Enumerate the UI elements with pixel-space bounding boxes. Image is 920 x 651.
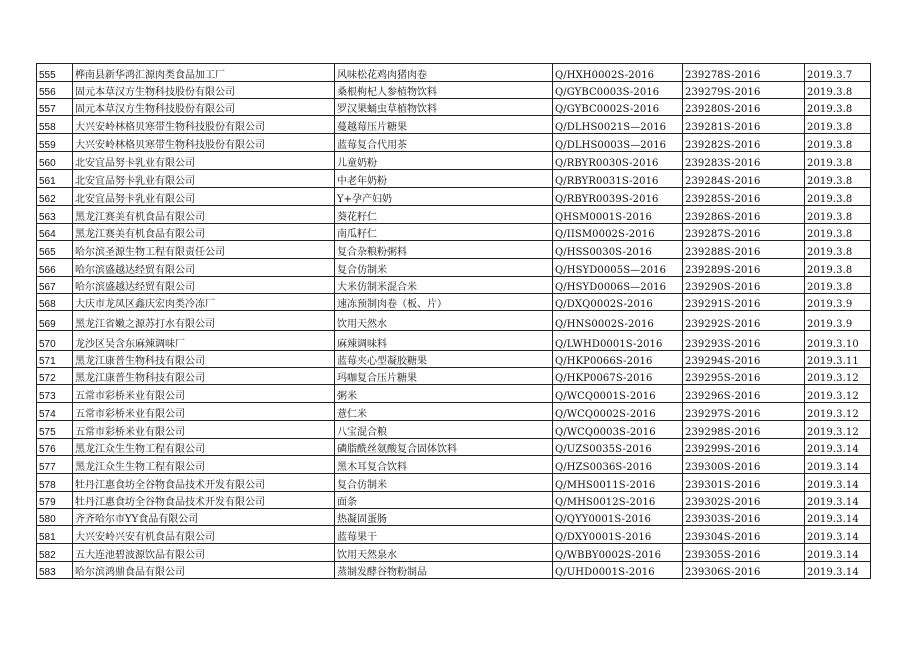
record-date-cell: 2019.3.8 [805, 241, 871, 259]
table-row [37, 170, 871, 188]
table-row [37, 403, 871, 421]
row-number-cell: 561 [37, 170, 73, 188]
record-number-cell: 239306S-2016 [683, 562, 805, 579]
table-row [37, 116, 871, 134]
standard-number-cell: Q/HSYD0005S—2016 [553, 259, 683, 277]
company-name-cell: 大兴安岭兴安有机食品有限公司 [73, 526, 335, 544]
record-date-cell: 2019.3.9 [805, 311, 871, 331]
product-name-cell: 饮用天然泉水 [335, 544, 553, 562]
row-number-cell: 559 [37, 134, 73, 152]
record-number-cell: 239288S-2016 [683, 241, 805, 259]
product-name-cell: 南瓜籽仁 [335, 224, 553, 241]
company-name-cell: 牡丹江惠食坊全谷物食品技术开发有限公司 [73, 492, 335, 509]
company-name-cell: 大兴安岭林格贝寒带生物科技股份有限公司 [73, 134, 335, 152]
table-row [37, 82, 871, 99]
record-date-cell: 2019.3.14 [805, 492, 871, 509]
standard-number-cell: Q/HKP0066S-2016 [553, 351, 683, 368]
record-number-cell: 239287S-2016 [683, 224, 805, 241]
record-date-cell: 2019.3.14 [805, 526, 871, 544]
record-number-cell: 239279S-2016 [683, 82, 805, 99]
product-name-cell: 蔓越莓压片糖果 [335, 116, 553, 134]
row-number-cell: 576 [37, 439, 73, 456]
table-row [37, 439, 871, 456]
company-name-cell: 黑龙江众生生物工程有限公司 [73, 456, 335, 474]
row-number-cell: 565 [37, 241, 73, 259]
product-name-cell: 玛咖复合压片糖果 [335, 368, 553, 385]
record-number-cell: 239300S-2016 [683, 456, 805, 474]
company-name-cell: 五常市彩桥米业有限公司 [73, 385, 335, 403]
record-number-cell: 239296S-2016 [683, 385, 805, 403]
row-number-cell: 580 [37, 509, 73, 526]
standard-number-cell: Q/LWHD0001S-2016 [553, 331, 683, 351]
table-row [37, 562, 871, 579]
record-number-cell: 239303S-2016 [683, 509, 805, 526]
record-date-cell: 2019.3.11 [805, 351, 871, 368]
record-date-cell: 2019.3.7 [805, 64, 871, 82]
record-number-cell: 239305S-2016 [683, 544, 805, 562]
row-number-cell: 569 [37, 311, 73, 331]
record-number-cell: 239278S-2016 [683, 64, 805, 82]
company-name-cell: 五常市彩桥米业有限公司 [73, 403, 335, 421]
table-row [37, 152, 871, 170]
standard-number-cell: Q/UHD0001S-2016 [553, 562, 683, 579]
company-name-cell: 黑龙江康普生物科技有限公司 [73, 368, 335, 385]
product-name-cell: 面条 [335, 492, 553, 509]
company-name-cell: 桦南县新华鸿汇源肉类食品加工厂 [73, 64, 335, 82]
row-number-cell: 557 [37, 99, 73, 116]
record-date-cell: 2019.3.8 [805, 188, 871, 206]
product-name-cell: 复合仿制米 [335, 474, 553, 492]
table-row [37, 311, 871, 331]
table-row [37, 385, 871, 403]
record-date-cell: 2019.3.8 [805, 277, 871, 294]
row-number-cell: 558 [37, 116, 73, 134]
standard-number-cell: Q/MHS0012S-2016 [553, 492, 683, 509]
row-number-cell: 566 [37, 259, 73, 277]
table-row [37, 421, 871, 439]
company-name-cell: 黑龙江赛美有机食品有限公司 [73, 206, 335, 224]
product-name-cell: 罗汉果蛹虫草植物饮料 [335, 99, 553, 116]
company-name-cell: 哈尔滨盛越达经贸有限公司 [73, 259, 335, 277]
record-date-cell: 2019.3.8 [805, 134, 871, 152]
record-number-cell: 239304S-2016 [683, 526, 805, 544]
product-name-cell: 蓝莓夹心型凝胶糖果 [335, 351, 553, 368]
standard-number-cell: Q/HSS0030S-2016 [553, 241, 683, 259]
record-date-cell: 2019.3.14 [805, 562, 871, 579]
record-number-cell: 239295S-2016 [683, 368, 805, 385]
standard-number-cell: Q/DLHS0021S—2016 [553, 116, 683, 134]
company-name-cell: 五大连池碧波源饮品有限公司 [73, 544, 335, 562]
product-name-cell: 桑根枸杞人参植物饮料 [335, 82, 553, 99]
standard-number-cell: Q/DLHS0003S—2016 [553, 134, 683, 152]
record-date-cell: 2019.3.8 [805, 224, 871, 241]
company-name-cell: 黑龙江众生生物工程有限公司 [73, 439, 335, 456]
table-row [37, 331, 871, 351]
row-number-cell: 570 [37, 331, 73, 351]
product-name-cell: Y+孕产妇奶 [335, 188, 553, 206]
standard-number-cell: Q/IISM0002S-2016 [553, 224, 683, 241]
standard-number-cell: Q/QYY0001S-2016 [553, 509, 683, 526]
table-body [37, 64, 871, 579]
company-name-cell: 五常市彩桥米业有限公司 [73, 421, 335, 439]
company-name-cell: 北安宜品努卡乳业有限公司 [73, 170, 335, 188]
row-number-cell: 556 [37, 82, 73, 99]
table-row [37, 368, 871, 385]
product-name-cell: 蒸制发酵谷物粉制品 [335, 562, 553, 579]
record-number-cell: 239280S-2016 [683, 99, 805, 116]
product-name-cell: 复合仿制米 [335, 259, 553, 277]
record-date-cell: 2019.3.12 [805, 403, 871, 421]
record-number-cell: 239298S-2016 [683, 421, 805, 439]
table-row [37, 64, 871, 82]
row-number-cell: 582 [37, 544, 73, 562]
row-number-cell: 572 [37, 368, 73, 385]
row-number-cell: 575 [37, 421, 73, 439]
standard-number-cell: Q/WCQ0003S-2016 [553, 421, 683, 439]
row-number-cell: 583 [37, 562, 73, 579]
row-number-cell: 562 [37, 188, 73, 206]
record-number-cell: 239281S-2016 [683, 116, 805, 134]
standard-number-cell: Q/UZS0035S-2016 [553, 439, 683, 456]
product-name-cell: 热凝固蛋肠 [335, 509, 553, 526]
product-name-cell: 磷脂酰丝氨酸复合固体饮料 [335, 439, 553, 456]
record-date-cell: 2019.3.12 [805, 421, 871, 439]
standard-number-cell: Q/HNS0002S-2016 [553, 311, 683, 331]
standard-number-cell: Q/GYBC0003S-2016 [553, 82, 683, 99]
table-row [37, 351, 871, 368]
table-row [37, 259, 871, 277]
record-number-cell: 239286S-2016 [683, 206, 805, 224]
table-row [37, 492, 871, 509]
record-date-cell: 2019.3.12 [805, 368, 871, 385]
company-name-cell: 固元本草汉方生物科技股份有限公司 [73, 82, 335, 99]
table-row [37, 224, 871, 241]
table-row [37, 544, 871, 562]
record-number-cell: 239289S-2016 [683, 259, 805, 277]
table-row [37, 188, 871, 206]
table-row [37, 456, 871, 474]
record-number-cell: 239293S-2016 [683, 331, 805, 351]
company-name-cell: 哈尔滨鸿鼎食品有限公司 [73, 562, 335, 579]
company-name-cell: 牡丹江惠食坊全谷物食品技术开发有限公司 [73, 474, 335, 492]
standard-number-cell: Q/DXY0001S-2016 [553, 526, 683, 544]
table-row [37, 277, 871, 294]
row-number-cell: 564 [37, 224, 73, 241]
company-name-cell: 大庆市龙凤区鑫庆宏肉类冷冻厂 [73, 294, 335, 311]
product-name-cell: 儿童奶粉 [335, 152, 553, 170]
company-name-cell: 固元本草汉方生物科技股份有限公司 [73, 99, 335, 116]
table-row [37, 294, 871, 311]
row-number-cell: 560 [37, 152, 73, 170]
product-name-cell: 黑木耳复合饮料 [335, 456, 553, 474]
table-row [37, 526, 871, 544]
company-name-cell: 大兴安岭林格贝寒带生物科技股份有限公司 [73, 116, 335, 134]
table-row [37, 474, 871, 492]
company-name-cell: 龙沙区吴含东麻辣调味厂 [73, 331, 335, 351]
product-name-cell: 复合杂粮粉粥料 [335, 241, 553, 259]
company-name-cell: 齐齐哈尔市YY食品有限公司 [73, 509, 335, 526]
standard-number-cell: Q/HZS0036S-2016 [553, 456, 683, 474]
standard-number-cell: Q/WBBY0002S-2016 [553, 544, 683, 562]
product-name-cell: 风味松花鸡肉猪肉卷 [335, 64, 553, 82]
record-number-cell: 239301S-2016 [683, 474, 805, 492]
company-name-cell: 北安宜品努卡乳业有限公司 [73, 188, 335, 206]
standard-number-cell: Q/MHS0011S-2016 [553, 474, 683, 492]
company-name-cell: 哈尔滨圣源生物工程有限责任公司 [73, 241, 335, 259]
row-number-cell: 571 [37, 351, 73, 368]
product-name-cell: 麻辣调味料 [335, 331, 553, 351]
record-date-cell: 2019.3.8 [805, 206, 871, 224]
company-name-cell: 哈尔滨盛越达经贸有限公司 [73, 277, 335, 294]
record-number-cell: 239297S-2016 [683, 403, 805, 421]
record-date-cell: 2019.3.14 [805, 509, 871, 526]
row-number-cell: 573 [37, 385, 73, 403]
record-number-cell: 239282S-2016 [683, 134, 805, 152]
row-number-cell: 579 [37, 492, 73, 509]
table-row [37, 206, 871, 224]
record-number-cell: 239284S-2016 [683, 170, 805, 188]
product-name-cell: 蓝莓复合代用茶 [335, 134, 553, 152]
record-date-cell: 2019.3.12 [805, 385, 871, 403]
row-number-cell: 574 [37, 403, 73, 421]
record-number-cell: 239292S-2016 [683, 311, 805, 331]
product-name-cell: 粥米 [335, 385, 553, 403]
standard-number-cell: Q/WCQ0002S-2016 [553, 403, 683, 421]
registration-table [36, 63, 871, 579]
standard-number-cell: Q/HXH0002S-2016 [553, 64, 683, 82]
record-number-cell: 239290S-2016 [683, 277, 805, 294]
standard-number-cell: Q/WCQ0001S-2016 [553, 385, 683, 403]
standard-number-cell: Q/GYBC0002S-2016 [553, 99, 683, 116]
record-number-cell: 239302S-2016 [683, 492, 805, 509]
product-name-cell: 大米仿制米混合米 [335, 277, 553, 294]
record-date-cell: 2019.3.8 [805, 116, 871, 134]
standard-number-cell: QHSM0001S-2016 [553, 206, 683, 224]
row-number-cell: 555 [37, 64, 73, 82]
record-number-cell: 239294S-2016 [683, 351, 805, 368]
table-row [37, 509, 871, 526]
company-name-cell: 黑龙江康普生物科技有限公司 [73, 351, 335, 368]
standard-number-cell: Q/HKP0067S-2016 [553, 368, 683, 385]
record-date-cell: 2019.3.8 [805, 82, 871, 99]
record-number-cell: 239285S-2016 [683, 188, 805, 206]
row-number-cell: 578 [37, 474, 73, 492]
record-date-cell: 2019.3.14 [805, 544, 871, 562]
product-name-cell: 饮用天然水 [335, 311, 553, 331]
row-number-cell: 581 [37, 526, 73, 544]
product-name-cell: 葵花籽仁 [335, 206, 553, 224]
table-row [37, 241, 871, 259]
standard-number-cell: Q/DXQ0002S-2016 [553, 294, 683, 311]
record-date-cell: 2019.3.8 [805, 259, 871, 277]
standard-number-cell: Q/RBYR0030S-2016 [553, 152, 683, 170]
record-date-cell: 2019.3.14 [805, 474, 871, 492]
standard-number-cell: Q/HSYD0006S—2016 [553, 277, 683, 294]
product-name-cell: 八宝混合粮 [335, 421, 553, 439]
record-date-cell: 2019.3.14 [805, 439, 871, 456]
record-number-cell: 239291S-2016 [683, 294, 805, 311]
record-date-cell: 2019.3.8 [805, 152, 871, 170]
record-date-cell: 2019.3.14 [805, 456, 871, 474]
record-number-cell: 239283S-2016 [683, 152, 805, 170]
table-row [37, 99, 871, 116]
row-number-cell: 563 [37, 206, 73, 224]
product-name-cell: 薏仁米 [335, 403, 553, 421]
record-date-cell: 2019.3.9 [805, 294, 871, 311]
row-number-cell: 568 [37, 294, 73, 311]
record-date-cell: 2019.3.8 [805, 170, 871, 188]
company-name-cell: 北安宜品努卡乳业有限公司 [73, 152, 335, 170]
company-name-cell: 黑龙江赛美有机食品有限公司 [73, 224, 335, 241]
record-date-cell: 2019.3.10 [805, 331, 871, 351]
row-number-cell: 567 [37, 277, 73, 294]
table-row [37, 134, 871, 152]
product-name-cell: 蓝莓果干 [335, 526, 553, 544]
record-date-cell: 2019.3.8 [805, 99, 871, 116]
row-number-cell: 577 [37, 456, 73, 474]
standard-number-cell: Q/RBYR0039S-2016 [553, 188, 683, 206]
standard-number-cell: Q/RBYR0031S-2016 [553, 170, 683, 188]
product-name-cell: 中老年奶粉 [335, 170, 553, 188]
product-name-cell: 速冻预制肉卷（板、片） [335, 294, 553, 311]
company-name-cell: 黑龙江省嫩之源苏打水有限公司 [73, 311, 335, 331]
record-number-cell: 239299S-2016 [683, 439, 805, 456]
